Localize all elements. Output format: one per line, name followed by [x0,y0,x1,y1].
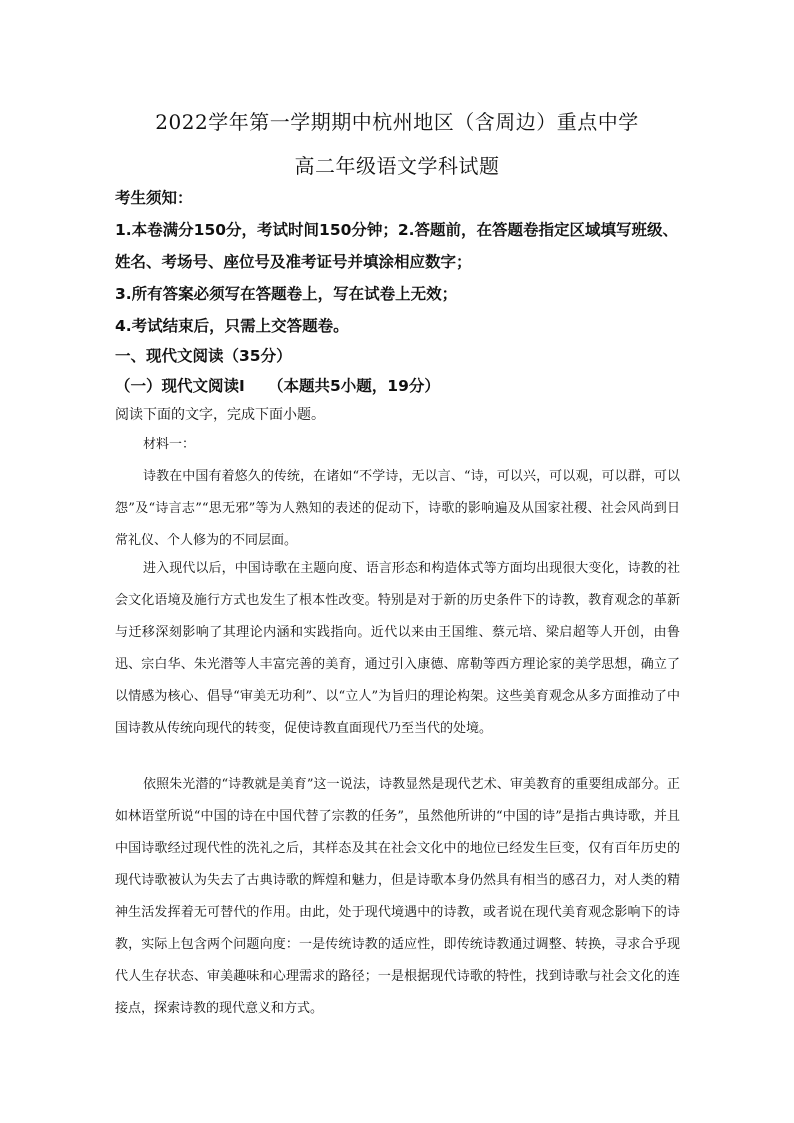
paragraph-2: 进入现代以后，中国诗歌在主题向度、语言形态和构造体式等方面均出现很大变化，诗教的社会文化语境及施行方式也发生了根本性改变。特别是对于新的历史条件下的诗教，教育观念的革新与迁移深刻影响了其理论内涵和实践指向。近代以来由王国维、蔡元培、梁启超等人开创，由鲁迅、宗白华、朱光潜等人丰富完善的美育，通过引入康德、席勒等西方理论家的美学思想，确立了以情感为核心、倡导“审美无功利”、以“立人”为旨归的理论构架。这些美育观念从多方面推动了中国诗教从传统向现代的转变，促使诗教直面现代乃至当代的处境。 [115,561,680,736]
exam-subtitle: 高二年级语文学科试题 [294,154,500,178]
section-subheading: （一）现代文阅读Ⅰ （本题共5小题，19分） [115,377,440,395]
notice-item-1: 1.本卷满分150分，考试时间150分钟；2.答题前，在答题卷指定区域填写班级、 [115,221,679,239]
section-heading: 一、现代文阅读（35分） [115,347,292,365]
exam-title: 2022学年第一学期期中杭州地区（含周边）重点中学 [155,110,639,134]
notice-heading: 考生须知： [115,189,193,207]
notice-item-3: 3.所有答案必须写在答题卷上，写在试卷上无效； [115,285,458,303]
paragraph-3: 依照朱光潜的“诗教就是美育”这一说法，诗教显然是现代艺术、审美教育的重要组成部分。正如林语堂所说“中国的诗在中国代替了宗教的任务”，虽然他所讲的“中国的诗”是指古典诗歌，并且中国诗歌经过现代性的洗礼之后，其样态及其在社会文化中的地位已经发生巨变，仅有百年历史的现代诗歌被认为失去了古典诗歌的辉煌和魅力，但是诗歌本身仍然具有相当的感召力，对人类的精神生活发挥着无可替代的作用。由此，处于现代境遇中的诗教，或者说在现代美育观念影响下的诗教，实际上包含两个问题向度：一是传统诗教的适应性，即传统诗教通过调整、转换，寻求合乎现代人生存状态、审美趣味和心理需求的路径；一是根据现代诗歌的特性，找到诗歌与社会文化的连接点，探索诗教的现代意义和方式。 [115,777,680,1016]
paragraph-1: 诗教在中国有着悠久的传统，在诸如“不学诗，无以言、“诗，可以兴，可以观，可以群，可以怨”及“诗言志”“思无邪”等为人熟知的表述的促动下，诗歌的影响遍及从国家社稷、社会风尚到日常礼仪、个人修为的不同层面。 [115,469,680,548]
reading-instruction: 阅读下面的文字，完成下面小题。 [115,407,325,423]
notice-item-4: 4.考试结束后，只需上交答题卷。 [115,317,349,335]
notice-item-2: 姓名、考场号、座位号及准考证号并填涂相应数字； [115,253,472,271]
material-label: 材料一： [143,437,196,452]
